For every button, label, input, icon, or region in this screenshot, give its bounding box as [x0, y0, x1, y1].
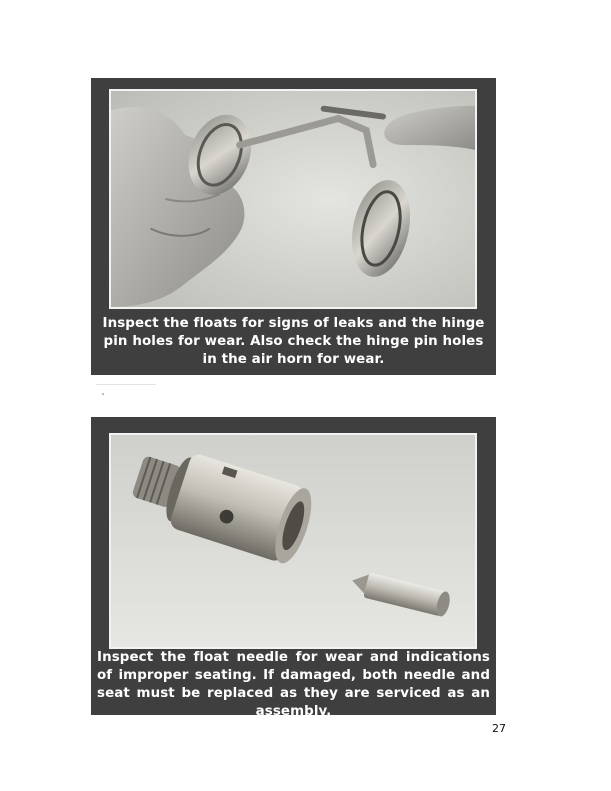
figure-float-needle [91, 417, 496, 719]
caption: Inspect the float needle for wear and indications of improper seating. If damaged, both needle and seat must be replaced as they are serviced as an assembly. [97, 650, 490, 719]
photo-frame [109, 433, 477, 649]
needle-and-seat-photo [111, 435, 475, 647]
caption: Inspect the floats for signs of leaks and the hinge pin holes for wear. Also check the hinge pin holes in the air horn for wear. [102, 316, 485, 367]
photo-frame [109, 89, 477, 309]
scan-line [96, 384, 156, 385]
scan-speck [102, 393, 104, 395]
floats-photo [111, 91, 475, 307]
figure-floats [91, 78, 496, 375]
page-number: 27 [492, 722, 506, 735]
